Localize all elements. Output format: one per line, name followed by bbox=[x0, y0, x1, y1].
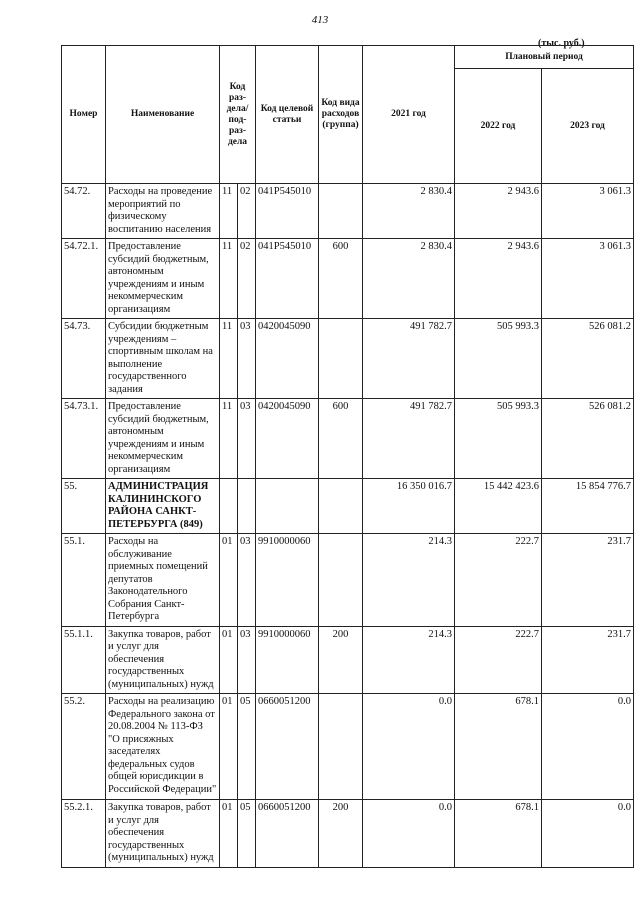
row-number: 54.73.1. bbox=[62, 399, 106, 479]
row-section: 01 bbox=[220, 694, 238, 800]
row-2023: 0.0 bbox=[542, 694, 634, 800]
row-subsection: 05 bbox=[238, 800, 256, 868]
row-name: Закупка товаров, работ и услуг для обеспечения государственных (муниципальных) нужд bbox=[106, 800, 220, 868]
row-number: 55.1. bbox=[62, 534, 106, 627]
row-name: Закупка товаров, работ и услуг для обеспечения государственных (муниципальных) нужд bbox=[106, 626, 220, 694]
row-2022: 2 943.6 bbox=[455, 184, 542, 239]
table-row bbox=[62, 534, 634, 627]
row-expense-type bbox=[319, 184, 363, 239]
row-2021: 0.0 bbox=[363, 800, 455, 868]
row-target: 9910000060 bbox=[256, 626, 319, 694]
row-target: 0420045090 bbox=[256, 399, 319, 479]
row-2023: 231.7 bbox=[542, 534, 634, 627]
row-2023: 3 061.3 bbox=[542, 239, 634, 319]
row-2021: 0.0 bbox=[363, 694, 455, 800]
row-2022: 15 442 423.6 bbox=[455, 479, 542, 534]
budget-table bbox=[61, 45, 634, 868]
row-number: 55. bbox=[62, 479, 106, 534]
row-target: 0660051200 bbox=[256, 800, 319, 868]
row-2021: 2 830.4 bbox=[363, 184, 455, 239]
row-expense-type: 200 bbox=[319, 626, 363, 694]
row-2021: 2 830.4 bbox=[363, 239, 455, 319]
row-expense-type bbox=[319, 534, 363, 627]
row-name: Субсидии бюджетным учреждениям – спортивным школам на выполнение государственного задания bbox=[106, 319, 220, 399]
row-target: 9910000060 bbox=[256, 534, 319, 627]
header-2022: 2022 год bbox=[455, 69, 542, 184]
row-section: 11 bbox=[220, 319, 238, 399]
row-expense-type bbox=[319, 319, 363, 399]
header-expense-type: Код вида расходов (группа) bbox=[319, 46, 363, 184]
table-row bbox=[62, 694, 634, 800]
row-expense-type bbox=[319, 694, 363, 800]
row-subsection: 05 bbox=[238, 694, 256, 800]
row-2023: 231.7 bbox=[542, 626, 634, 694]
row-name: Расходы на реализацию Федерального закона от 20.08.2004 № 113-ФЗ "О присяжных заседателях федеральных судов общей юрисдикции в Российской Федерации" bbox=[106, 694, 220, 800]
row-2021: 491 782.7 bbox=[363, 319, 455, 399]
row-target: 0660051200 bbox=[256, 694, 319, 800]
header-target: Код целевой статьи bbox=[256, 46, 319, 184]
row-2022: 222.7 bbox=[455, 626, 542, 694]
table-row bbox=[62, 479, 634, 534]
header-2021: 2021 год bbox=[363, 46, 455, 184]
row-target: 041P545010 bbox=[256, 239, 319, 319]
row-subsection: 03 bbox=[238, 399, 256, 479]
row-target: 0420045090 bbox=[256, 319, 319, 399]
header-2023: 2023 год bbox=[542, 69, 634, 184]
row-2022: 2 943.6 bbox=[455, 239, 542, 319]
row-expense-type: 200 bbox=[319, 800, 363, 868]
row-2022: 505 993.3 bbox=[455, 319, 542, 399]
row-subsection bbox=[238, 479, 256, 534]
row-number: 54.72.1. bbox=[62, 239, 106, 319]
row-section: 11 bbox=[220, 184, 238, 239]
row-section: 11 bbox=[220, 239, 238, 319]
row-2021: 491 782.7 bbox=[363, 399, 455, 479]
page-number: 413 bbox=[311, 14, 329, 26]
row-name: Расходы на обслуживание приемных помещений депутатов Законодательного Собрания Санкт-Петербурга bbox=[106, 534, 220, 627]
row-2023: 526 081.2 bbox=[542, 319, 634, 399]
row-number: 54.72. bbox=[62, 184, 106, 239]
row-name: АДМИНИСТРАЦИЯ КАЛИНИНСКОГО РАЙОНА САНКТ-ПЕТЕРБУРГА (849) bbox=[106, 479, 220, 534]
row-number: 55.2. bbox=[62, 694, 106, 800]
row-subsection: 03 bbox=[238, 319, 256, 399]
row-target bbox=[256, 479, 319, 534]
row-subsection: 03 bbox=[238, 626, 256, 694]
row-section: 01 bbox=[220, 800, 238, 868]
row-subsection: 02 bbox=[238, 184, 256, 239]
row-section: 01 bbox=[220, 534, 238, 627]
table-row bbox=[62, 626, 634, 694]
row-2023: 526 081.2 bbox=[542, 399, 634, 479]
row-name: Расходы на проведение мероприятий по физическому воспитанию населения bbox=[106, 184, 220, 239]
row-2022: 505 993.3 bbox=[455, 399, 542, 479]
row-subsection: 03 bbox=[238, 534, 256, 627]
row-section: 11 bbox=[220, 399, 238, 479]
table-row bbox=[62, 319, 634, 399]
row-2023: 0.0 bbox=[542, 800, 634, 868]
row-2021: 214.3 bbox=[363, 626, 455, 694]
row-expense-type: 600 bbox=[319, 399, 363, 479]
row-2022: 678.1 bbox=[455, 694, 542, 800]
table-row bbox=[62, 239, 634, 319]
units-label: (тыс. руб.) bbox=[538, 38, 585, 49]
table-row bbox=[62, 184, 634, 239]
row-2022: 678.1 bbox=[455, 800, 542, 868]
row-expense-type: 600 bbox=[319, 239, 363, 319]
row-2022: 222.7 bbox=[455, 534, 542, 627]
header-section: Код раз- дела/ под- раз- дела bbox=[220, 46, 256, 184]
row-number: 54.73. bbox=[62, 319, 106, 399]
table-row bbox=[62, 399, 634, 479]
header-name: Наименование bbox=[106, 46, 220, 184]
header-number: Номер bbox=[62, 46, 106, 184]
table-row bbox=[62, 800, 634, 868]
row-name: Предоставление субсидий бюджетным, автономным учреждениям и иным некоммерческим организациям bbox=[106, 399, 220, 479]
row-subsection: 02 bbox=[238, 239, 256, 319]
row-expense-type bbox=[319, 479, 363, 534]
row-section bbox=[220, 479, 238, 534]
row-name: Предоставление субсидий бюджетным, автономным учреждениям и иным некоммерческим организациям bbox=[106, 239, 220, 319]
header-plan-period: Плановый период bbox=[455, 46, 634, 69]
row-2021: 16 350 016.7 bbox=[363, 479, 455, 534]
row-number: 55.2.1. bbox=[62, 800, 106, 868]
row-2021: 214.3 bbox=[363, 534, 455, 627]
row-2023: 15 854 776.7 bbox=[542, 479, 634, 534]
row-target: 041P545010 bbox=[256, 184, 319, 239]
row-2023: 3 061.3 bbox=[542, 184, 634, 239]
row-section: 01 bbox=[220, 626, 238, 694]
row-number: 55.1.1. bbox=[62, 626, 106, 694]
